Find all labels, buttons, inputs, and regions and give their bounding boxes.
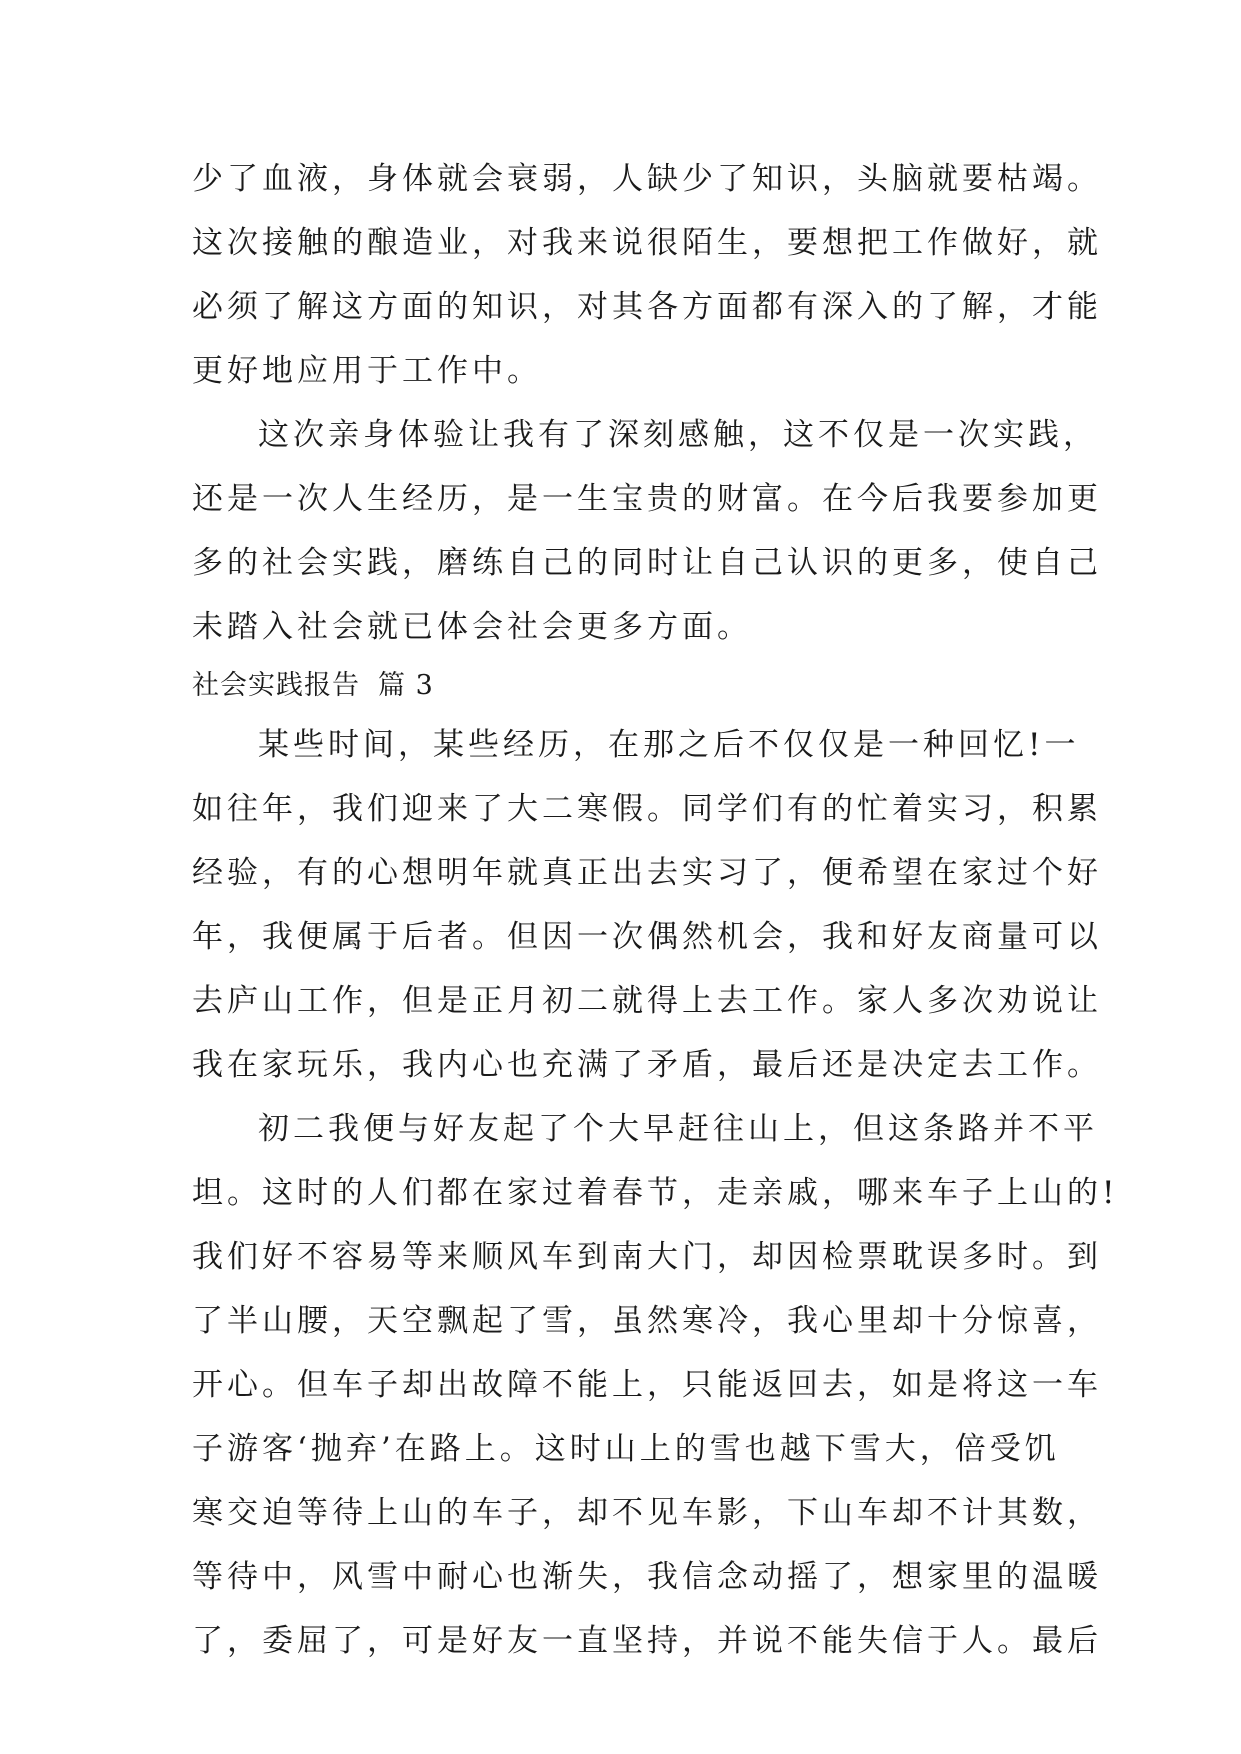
text-line: 多的社会实践，磨练自己的同时让自己认识的更多，使自己 (192, 545, 1102, 581)
text-line: 这次接触的酿造业，对我来说很陌生，要想把工作做好，就 (192, 225, 1102, 261)
text-line: 还是一次人生经历，是一生宝贵的财富。在今后我要参加更 (192, 481, 1102, 517)
text-line: 了，委屈了，可是好友一直坚持，并说不能失信于人。最后 (192, 1623, 1102, 1659)
text-line: 必须了解这方面的知识，对其各方面都有深入的了解，才能 (192, 289, 1102, 325)
text-line: 寒交迫等待上山的车子，却不见车影，下山车却不计其数， (192, 1495, 1102, 1531)
section-heading-part: 篇 3 (378, 670, 434, 701)
section-heading (192, 672, 434, 699)
text-line: 开心。但车子却出故障不能上，只能返回去，如是将这一车 (192, 1367, 1102, 1403)
text-line: 初二我便与好友起了个大早赶往山上，但这条路并不平 (258, 1111, 1098, 1147)
text-line: 去庐山工作，但是正月初二就得上去工作。家人多次劝说让 (192, 983, 1102, 1019)
text-line: 年，我便属于后者。但因一次偶然机会，我和好友商量可以 (192, 919, 1102, 955)
text-line: 如往年，我们迎来了大二寒假。同学们有的忙着实习，积累 (192, 791, 1102, 827)
text-line: 这次亲身体验让我有了深刻感触，这不仅是一次实践， (258, 417, 1098, 453)
text-line: 我们好不容易等来顺风车到南大门，却因检票耽误多时。到 (192, 1239, 1102, 1275)
text-line: 更好地应用于工作中。 (192, 353, 542, 389)
text-line: 某些时间，某些经历，在那之后不仅仅是一种回忆!一 (258, 727, 1080, 763)
text-line: 等待中，风雪中耐心也渐失，我信念动摇了，想家里的温暖 (192, 1559, 1102, 1595)
text-line: 未踏入社会就已体会社会更多方面。 (192, 609, 752, 645)
text-line: 我在家玩乐，我内心也充满了矛盾，最后还是决定去工作。 (192, 1047, 1102, 1083)
text-line: 子游客‘抛弃’在路上。这时山上的雪也越下雪大，倍受饥 (192, 1431, 1060, 1467)
text-line: 了半山腰，天空飘起了雪，虽然寒冷，我心里却十分惊喜， (192, 1303, 1102, 1339)
text-line: 少了血液，身体就会衰弱，人缺少了知识，头脑就要枯竭。 (192, 161, 1102, 197)
text-line: 经验，有的心想明年就真正出去实习了，便希望在家过个好 (192, 855, 1102, 891)
section-heading-title: 社会实践报告 (192, 670, 360, 701)
text-line: 坦。这时的人们都在家过着春节，走亲戚，哪来车子上山的! (192, 1175, 1119, 1211)
